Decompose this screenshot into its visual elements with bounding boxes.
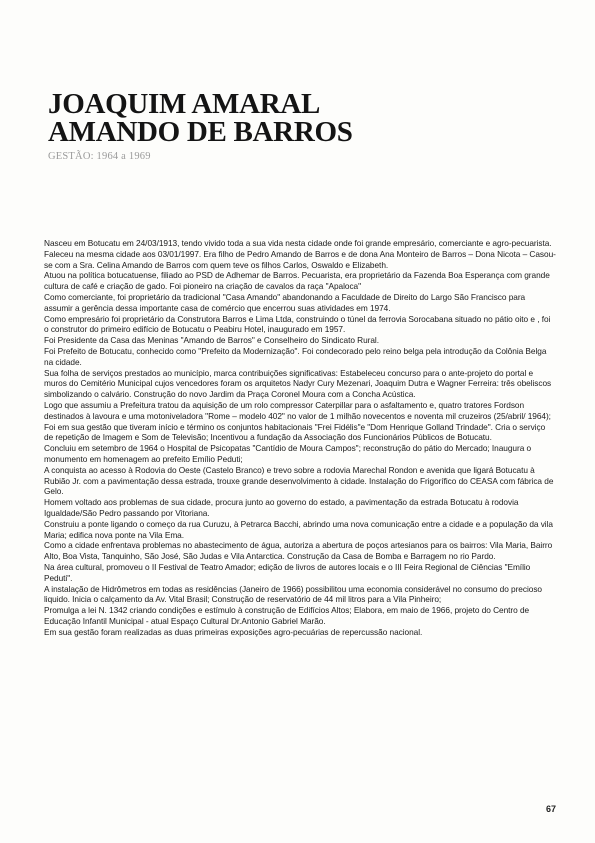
paragraph: Como comerciante, foi proprietário da tradicional "Casa Amando" abandonando a Faculdade de Direito do Largo São Francisco para assumir a gerência dessa importante casa de comércio que encerrou suas atividades em 1974. xyxy=(44,291,526,313)
paragraph: Como empresário foi proprietário da Construtora Barros e Lima Ltda, construindo o túnel da ferrovia Sorocabana situado no pátio oito e , foi o construtor do primeiro edifício de Botucatu o Peabiru Hotel, inaugurado em 1957. xyxy=(44,313,551,335)
paragraph: Em sua gestão foram realizadas as duas primeiras exposições agro-pecuárias de repercussão nacional. xyxy=(44,626,423,637)
paragraph: Na área cultural, promoveu o II Festival de Teatro Amador; edição de livros de autores locais e o III Feira Regional de Ciências "Emílio Peduti". xyxy=(44,561,531,583)
page-number: 67 xyxy=(545,804,556,814)
biography-text xyxy=(44,238,556,637)
paragraph: A instalação de Hidrômetros em todas as residências (Janeiro de 1966) possibilitou uma economia considerável no consumo do precioso liquido. Inicia o calçamento da Av. Vital Brasil; Construção de reservatório de 44 mil litros para a Vila Pinheiro; xyxy=(44,583,542,605)
title-line-1: JOAQUIM AMARAL xyxy=(48,88,321,120)
paragraph: Foi Prefeito de Botucatu, conhecido como "Prefeito da Modernização". Foi condecorado pelo reino belga pela introdução da Colônia Belga na cidade. xyxy=(44,345,547,367)
page-title xyxy=(48,90,353,146)
paragraph: Nasceu em Botucatu em 24/03/1913, tendo vivido toda a sua vida nesta cidade onde foi grande empresário, comerciante e agro-pecuarista. Faleceu na mesma cidade aos 03/01/1997. Era filho de Pedro Amando de Barros e de dona Ana Monteiro de Barros – Dona Nicota – Casou-se com a Sra. Celina Amando de Barros com quem teve os filhos Carlos, Oswaldo e Elizabeth. xyxy=(44,238,556,270)
paragraph: Como a cidade enfrentava problemas no abastecimento de água, autoriza a abertura de poços artesianos para os bairros: Vila Maria, Bairro Alto, Boa Vista, Tanquinho, São José, São Judas e Vila Antarctica. Construção da Casa de Bomba e Barragem no rio Pardo. xyxy=(44,540,553,562)
paragraph: Logo que assumiu a Prefeitura tratou da aquisição de um rolo compressor Caterpillar para o asfaltamento e, quatro tratores Fordson destinados à lavoura e uma motoniveladora "Rome – modelo 402" no valor de 1 milhão novecentos e noventa mil cruzeiros (25/abril/ 1964); Foi em sua gestão que tiveram início e término os conjuntos habitacionais "Frei Fidélis"e "Dom Henrique Golland Trindade". Cria o serviço de repetição de Imagem e Som de Televisão; Incentivou a fundação da Associação dos Funcionários Públicos de Botucatu. xyxy=(44,399,551,443)
paragraph: Atuou na política botucatuense, filiado ao PSD de Adhemar de Barros. Pecuarista, era proprietário da Fazenda Boa Esperança com grande cultura de café e criação de gado. Foi pioneiro na criação de cavalos da raça "Apaloca" xyxy=(44,270,550,292)
paragraph: Promulga a lei N. 1342 criando condições e estímulo à construção de Edifícios Altos; Elabora, em maio de 1966, projeto do Centro de Educação Infantil Municipal - atual Espaço Cultural Dr.Antonio Gabriel Marão. xyxy=(44,605,530,626)
paragraph: A conquista ao acesso à Rodovia do Oeste (Castelo Branco) e trevo sobre a rodovia Marechal Rondon e avenida que ligará Botucatu à Rubião Jr. com a pavimentação dessa estrada, trouxe grande desenvolvimento à cidade. Instalação do Frigorífico do CEASA com fábrica de Gelo. xyxy=(44,464,554,497)
paragraph: Concluiu em setembro de 1964 o Hospital de Psicopatas "Cantídio de Moura Campos"; reconstrução do pátio do Mercado; Inaugura o monumento em homenagem ao prefeito Emílio Peduti; xyxy=(44,443,532,464)
paragraph: Foi Presidente da Casa das Meninas "Amando de Barros" e Conselheiro do Sindicato Rural. xyxy=(44,335,379,346)
paragraph: Construiu a ponte ligando o começo da rua Curuzu, à Petrarca Bacchi, abrindo uma nova comunicação entre a cidade e a população da vila Maria; edifica nova ponte na Vila Ema. xyxy=(44,518,553,540)
title-line-2: AMANDO DE BARROS xyxy=(48,116,353,148)
paragraph: Sua folha de serviços prestados ao município, marca contribuições significativas: Estabeleceu concurso para o ante-projeto do portal e muros do Cemitério Municipal cujos vencedores foram os arquitetos Nadyr Cury Mezenari, Joaquim Dutra e Wagner Ferreira: três obeliscos simbolizando o calvário. Construção do novo Jardim da Praça Coronel Moura com a Concha Acústica. xyxy=(44,367,552,400)
paragraph: Homem voltado aos problemas de sua cidade, procura junto ao governo do estado, a pavimentação da estrada Botucatu à rodovia Igualdade/São Pedro passando por Vitoriana. xyxy=(44,497,519,518)
term-subtitle: GESTÃO: 1964 a 1969 xyxy=(48,151,151,162)
